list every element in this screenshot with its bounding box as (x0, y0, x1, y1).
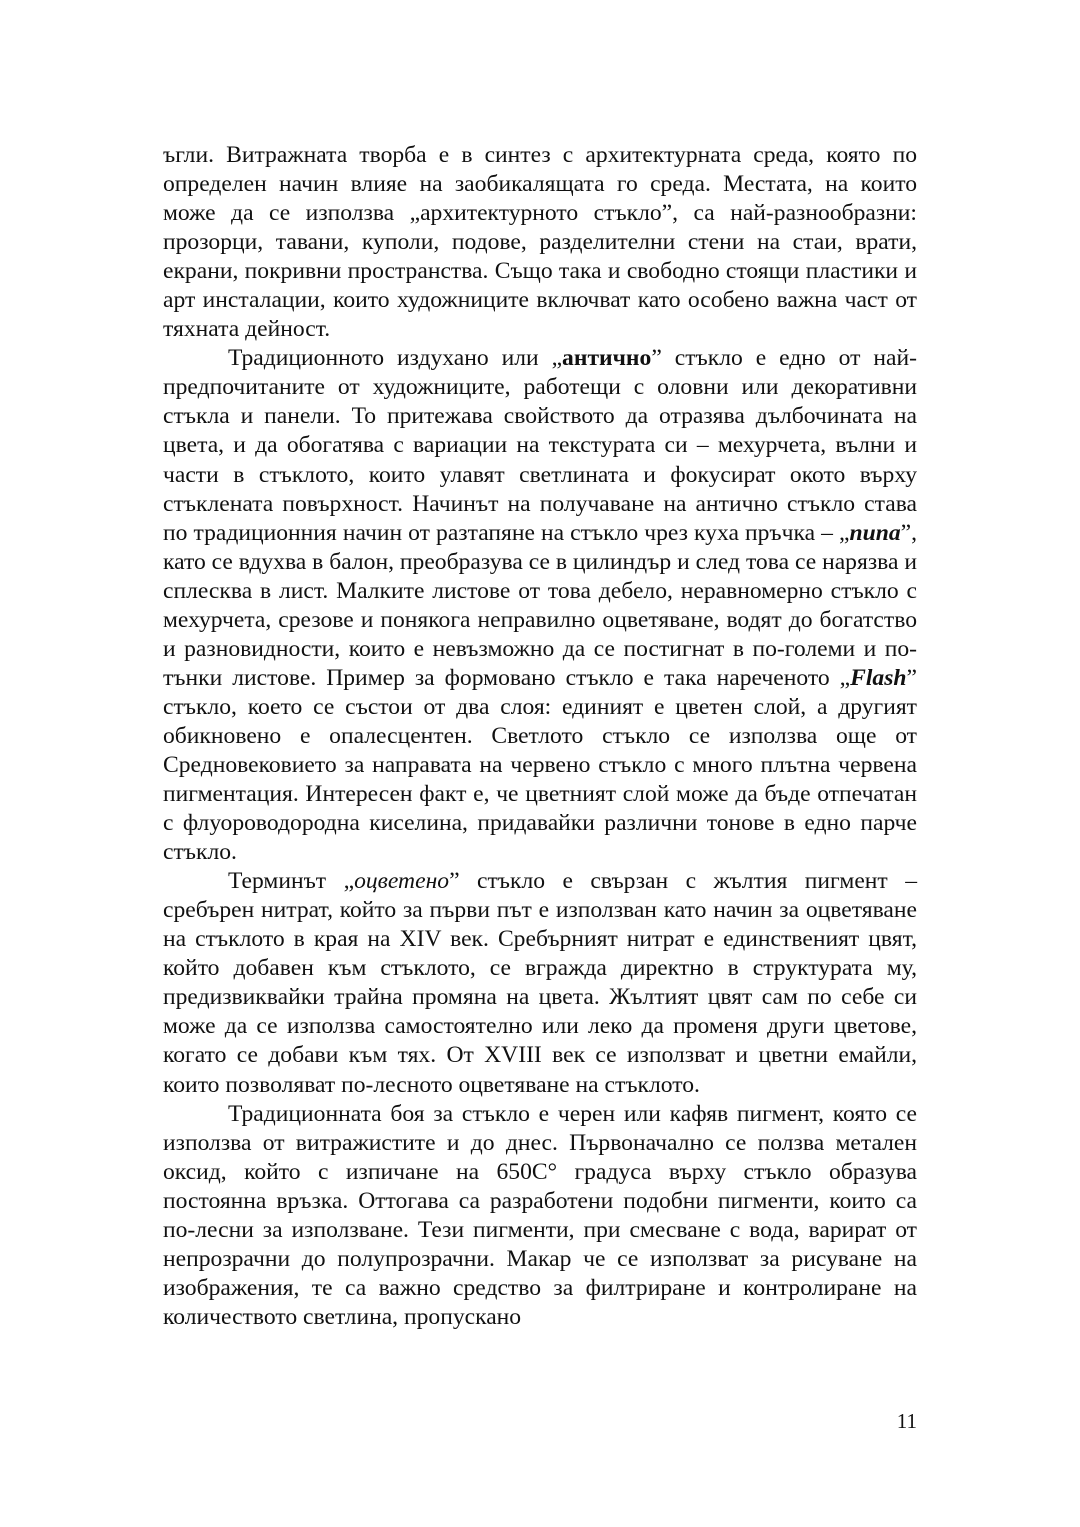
text-run: Терминът „ (228, 868, 355, 895)
emphasis-bold-italic (850, 665, 906, 691)
text-run: ” стъкло, което се състои от два слоя: единият е цветен слой, а другият обикновено е опалесцентен. Светлото стъкло се използва още от Средновековието за направата на червено стъкло с много плътна червена пигментация. Интересен факт е, че цветният слой може да бъде отпечатан с флуороводородна киселина, придавайки различни тонове в едно парче стъкло. (163, 664, 917, 866)
body-text (163, 141, 917, 1332)
text-run: ” стъкло е едно от най-предпочитаните от художниците, работещи с оловни или декоративни стъкла и панели. То притежава свойството да отразява дълбочината на цвета, и да обогатява с вариации на текстурата си – мехурчета, вълни и части в стъклото, които улавят светлината и фокусират окото върху стъклената повърхност. Начинът на получаване на антично стъкло става по традиционния начин от разтапяне на стъкло чрез куха пръчка – „ (163, 345, 917, 546)
paragraph-3 (163, 867, 917, 1099)
paragraph-1 (163, 141, 917, 344)
paragraph-2 (163, 344, 917, 867)
text-run: ” стъкло е свързан с жълтия пигмент – сребърен нитрат, който за първи път е използван като начин за оцветяване на стъклото в края на XIV век. Сребърният нитрат е единственият цвят, който добавен към стъклото, се вгражда директно в структурата му, предизвиквайки трайна промяна на цвета. Жълтият цвят сам по себе си може да се използва самостоятелно или леко да променя други цветове, когато се добави към тях. От XVIII век се използват и цветни емайли, които позволяват по-лесното оцветяване на стъклото. (163, 868, 917, 1098)
emphasis-italic: оцветено (354, 868, 450, 895)
text-run: Традиционната боя за стъкло е черен или кафяв пигмент, която се използва от витражистите и до днес. Първоначално се ползва метален оксид, който с изпичане на 650С° градуса върху стъкло образува постоянна връзка. Оттогава са разработени подобни пигменти, които са по-лесни за използване. Тези пигменти, при смесване с вода, варират от непрозрачни до полупрозрачни. Макар че се използват за рисуване на изображения, те са важно средство за филтриране и контролиране на количеството светлина, пропускано (163, 1100, 917, 1330)
page-number: 11 (896, 1409, 917, 1433)
text-run: Традиционното издухано или „ (228, 345, 563, 372)
term-pipa: пипа (849, 519, 901, 546)
text-run: ”, като се вдухва в балон, преобразува се в цилиндър и след това се нарязва и сплесква в лист. Малките листове от това дебело, неравномерно стъкло с мехурчета, срезове и понякога неправилно оцветяване, водят до богатство и разновидности, които е невъзможно да се постигнат в по-големи и по-тънки листове. Пример за формовано стъкло е така нареченото „ (163, 519, 917, 691)
paragraph-4 (163, 1100, 917, 1332)
emphasis-bold: антично (562, 345, 652, 372)
emphasis-bold-italic (849, 520, 900, 546)
text-run: ъгли. Витражната творба е в синтез с архитектурната среда, която по определен начин влияе на заобикалящата го среда. Местата, на които може да се използва „архитектурното стъкло”, са най-разнообразни: прозорци, тавани, куполи, подове, разделителни стени на стаи, врати, екрани, покривни пространства. Също така и свободно стоящи пластики и арт инсталации, които художниците включват като особено важна част от тяхната дейност. (163, 142, 917, 343)
term-flash: Flash (850, 664, 907, 691)
